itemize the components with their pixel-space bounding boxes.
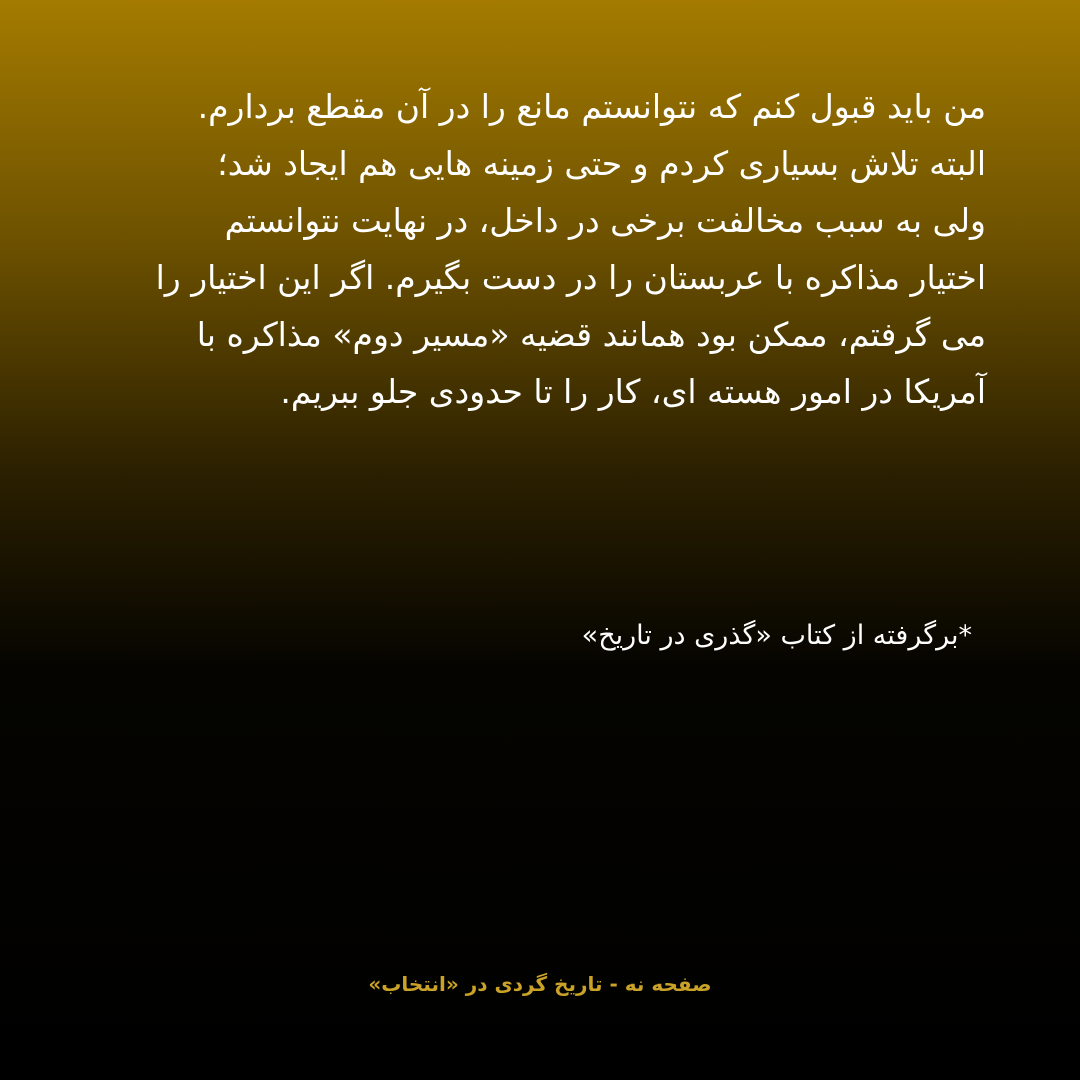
quote-text [86,78,986,420]
quote-line: البته تلاش بسیاری کردم و حتی زمینه هایی هم ایجاد شد؛ [217,144,986,183]
quote-line: اختیار مذاکره با عربستان را در دست بگیرم. اگر این اختیار را [155,258,986,297]
quote-line: آمریکا در امور هسته ای، کار را تا حدودی جلو ببریم. [280,372,986,411]
source-note: *برگرفته از کتاب «گذری در تاریخ» [581,620,972,651]
page-footer: صفحه نه - تاریخ گردی در «انتخاب» [368,972,712,996]
quote-line: من باید قبول کنم که نتوانستم مانع را در آن مقطع بردارم. [197,87,986,126]
quote-line: ولی به سبب مخالفت برخی در داخل، در نهایت نتوانستم [224,201,986,240]
quote-line: می گرفتم، ممکن بود همانند قضیه «مسیر دوم» مذاکره با [196,315,986,354]
